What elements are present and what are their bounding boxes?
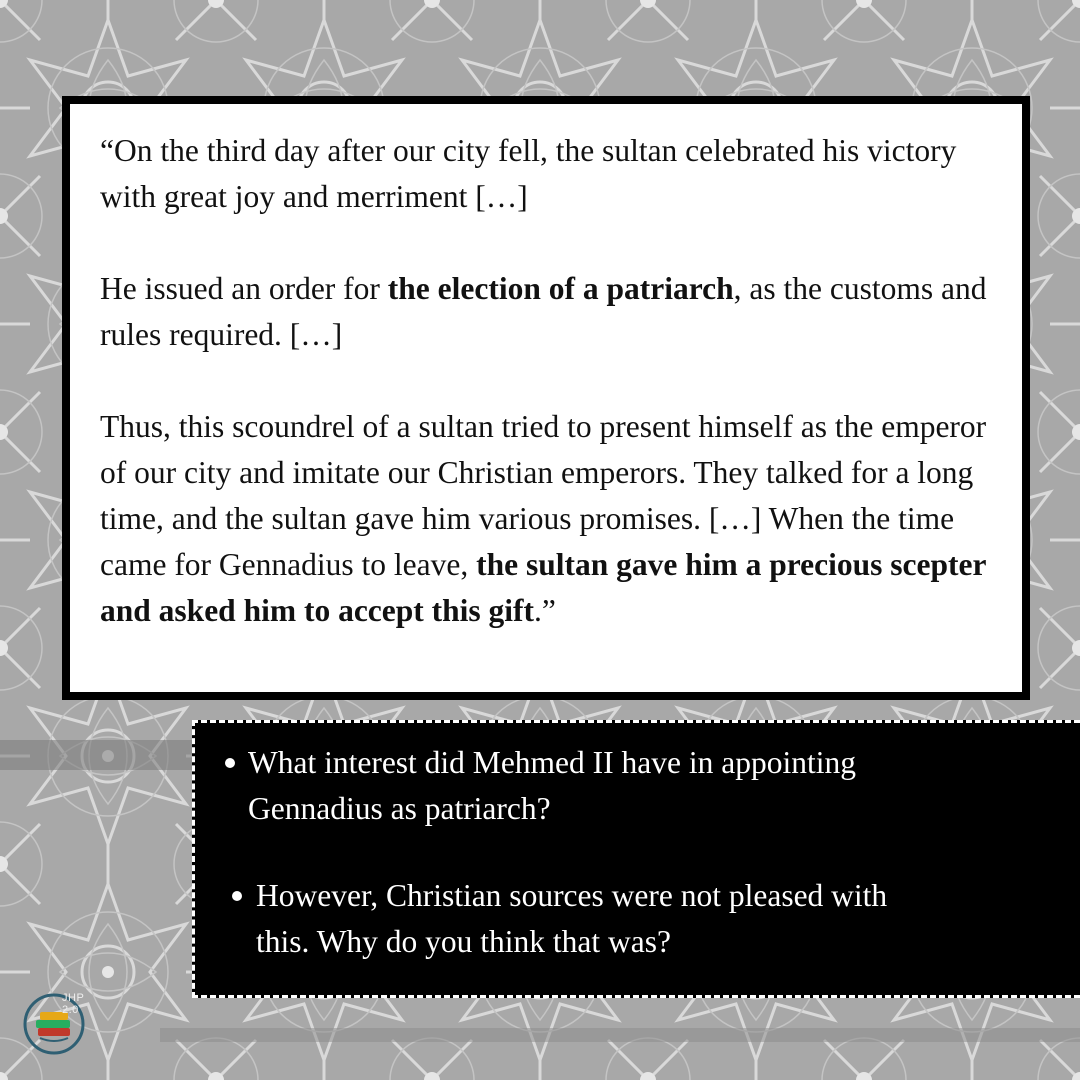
quote-p2-start: He issued an order for — [100, 271, 388, 306]
question-1-line-2: Gennadius as patriarch? — [248, 791, 551, 826]
quote-card — [62, 96, 1030, 700]
bullet-icon — [225, 758, 235, 768]
quote-paragraph-3 — [100, 404, 1000, 634]
quote-p3-end: .” — [534, 593, 556, 628]
question-box — [192, 720, 1080, 998]
bullet-icon — [232, 891, 242, 901]
quote-p3-bold: the sultan gave him a precious scepter and asked him to accept this gift — [100, 547, 986, 628]
question-1 — [248, 740, 856, 832]
question-2-line-1: However, Christian sources were not pleased with — [256, 878, 888, 913]
quote-p2-end: , as the customs and rules required. […] — [100, 271, 987, 352]
question-1-line-1: What interest did Mehmed II have in appointing — [248, 745, 856, 780]
quote-paragraph-1: “On the third day after our city fell, the sultan celebrated his victory with great joy and merriment […] — [100, 133, 957, 214]
question-2-line-2: this. Why do you think that was? — [256, 924, 672, 959]
question-2 — [256, 873, 887, 965]
logo-text: JHP 2.0 — [62, 992, 85, 1016]
quote-text — [100, 128, 1000, 634]
logo — [22, 992, 86, 1056]
quote-p3-start: Thus, this scoundrel of a sultan tried to present himself as the emperor of our city and imitate our Christian emperors. They talked for a long time, and the sultan gave him various promises. […] When the time came for Gennadius to leave, — [100, 409, 987, 582]
quote-paragraph-2 — [100, 266, 1000, 358]
quote-p2-bold: the election of a patriarch — [387, 271, 734, 306]
